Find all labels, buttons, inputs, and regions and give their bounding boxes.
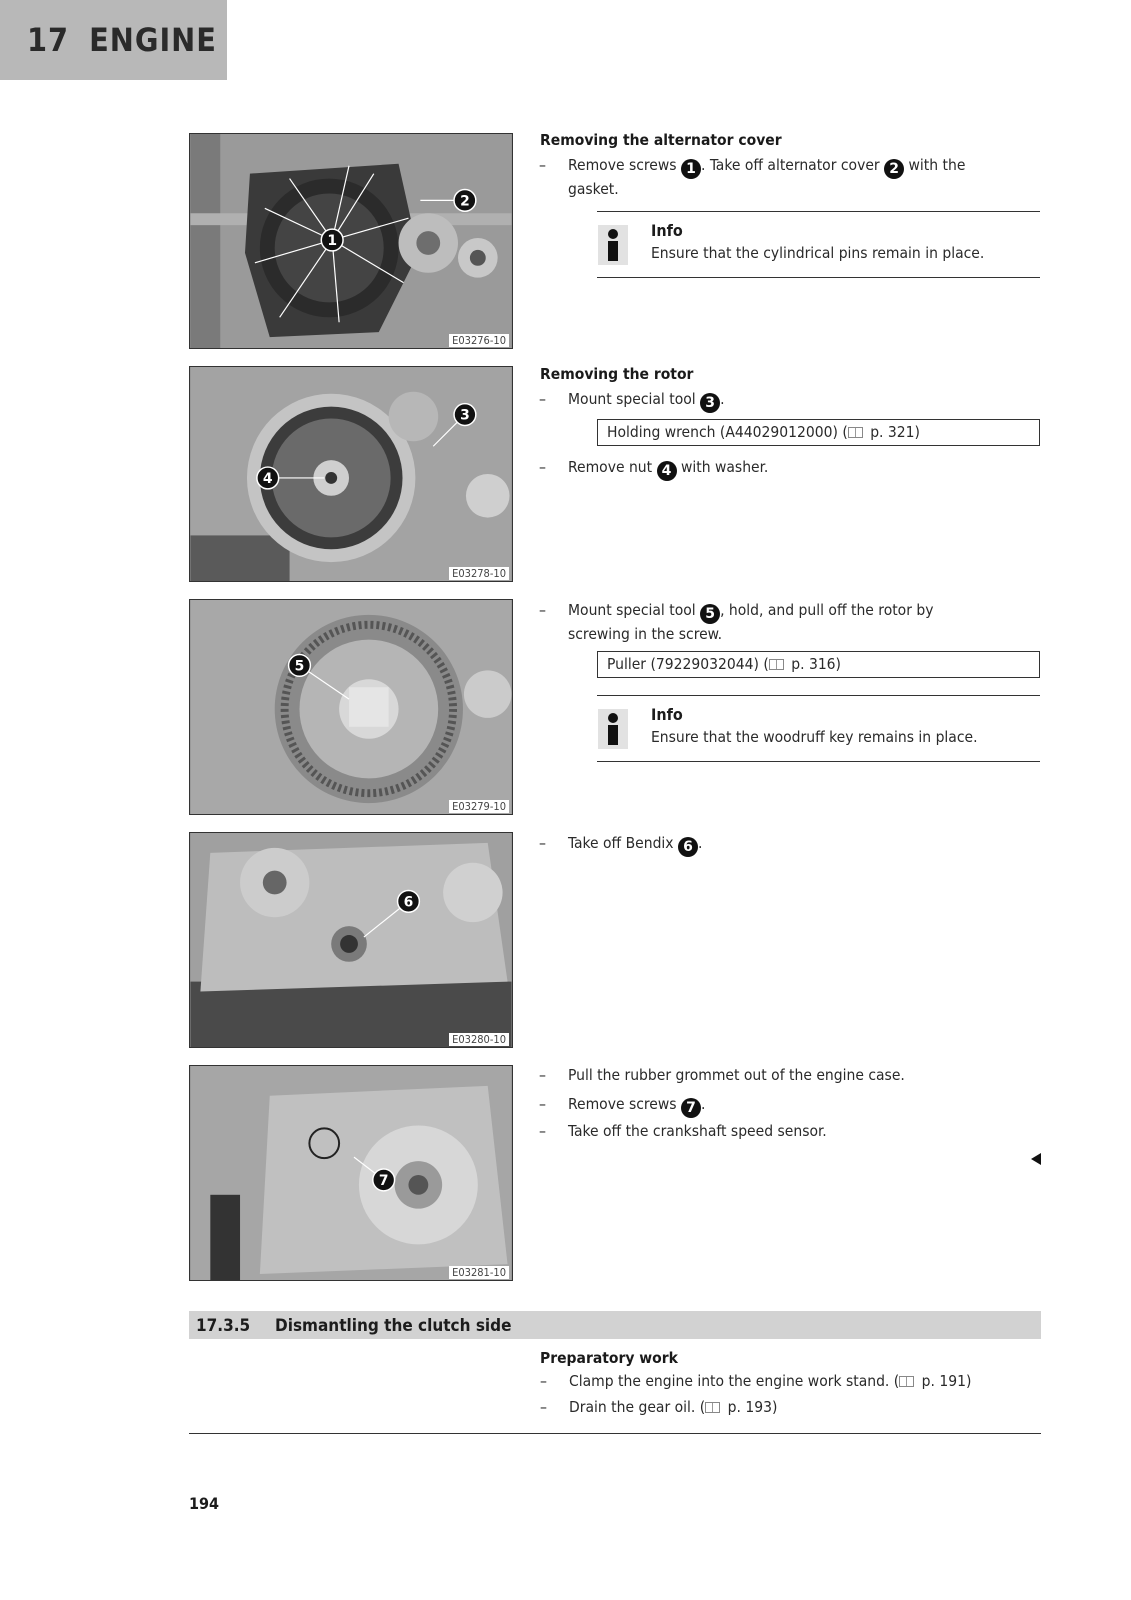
photo-speed-sensor-image [190, 1066, 512, 1280]
info-icon [598, 709, 628, 749]
photo-code: E03281-10 [449, 1266, 509, 1279]
bullet-dash: – [539, 601, 546, 619]
book-reference-icon [769, 659, 784, 670]
info-box-woodruff-key [597, 695, 1040, 762]
svg-text:1: 1 [327, 232, 338, 249]
section-header-bar [189, 1311, 1041, 1339]
info-text: Ensure that the woodruff key remains in place. [651, 728, 978, 746]
step-take-off-bendix: – Take off Bendix 6 . [539, 834, 703, 855]
bullet-dash: – [539, 458, 546, 476]
step-pull-grommet: – Pull the rubber grommet out of the engine case. [539, 1066, 905, 1084]
photo-code: E03280-10 [449, 1033, 509, 1046]
info-icon [598, 225, 628, 265]
page-reference-link[interactable]: p. 321) [870, 423, 920, 441]
photo-code: E03279-10 [449, 800, 509, 813]
book-reference-icon [899, 1376, 914, 1387]
callout-badge-1: 1 [681, 159, 701, 179]
bullet-dash: – [539, 1066, 546, 1084]
book-reference-icon [848, 427, 863, 438]
heading-alternator-cover: Removing the alternator cover [540, 131, 782, 149]
book-reference-icon [705, 1402, 720, 1413]
svg-text:4: 4 [262, 470, 273, 487]
bullet-dash: – [539, 156, 546, 174]
step-remove-screws-cover: – Remove screws 1 . Take off alternator cover 2 with the gasket. [539, 156, 966, 198]
step-remove-sensor-screws: – Remove screws 7 . [539, 1095, 706, 1116]
chapter-title: ENGINE [89, 21, 217, 59]
photo-code: E03278-10 [449, 567, 509, 580]
callout-badge-4: 4 [657, 461, 677, 481]
photo-rotor-puller-image [190, 600, 512, 814]
chapter-number: 17 [27, 21, 70, 59]
svg-text:7: 7 [378, 1172, 389, 1189]
bullet-dash: – [540, 1372, 547, 1390]
callout-badge-2: 2 [884, 159, 904, 179]
special-tool-holding-wrench: Holding wrench (A44029012000) ( p. 321) [597, 419, 1040, 446]
heading-rotor: Removing the rotor [540, 365, 694, 383]
photo-rotor-holding-wrench-image [190, 367, 512, 581]
info-title: Info [651, 221, 683, 240]
prep-step-clamp-engine: – Clamp the engine into the engine work stand. ( p. 191) [540, 1372, 972, 1390]
photo-code: E03276-10 [449, 334, 509, 347]
section-bottom-rule [189, 1433, 1041, 1434]
photo-speed-sensor [189, 1065, 513, 1281]
photo-bendix [189, 832, 513, 1048]
callout-badge-6: 6 [678, 837, 698, 857]
section-number: 17.3.5 [196, 1316, 251, 1336]
callout-badge-7: 7 [681, 1098, 701, 1118]
prep-step-drain-gear-oil: – Drain the gear oil. ( p. 193) [540, 1398, 778, 1416]
photo-bendix-image [190, 833, 512, 1047]
svg-text:5: 5 [294, 658, 305, 675]
section-title: Dismantling the clutch side [275, 1316, 512, 1336]
bullet-dash: – [539, 1122, 546, 1140]
photo-alternator-cover [189, 133, 513, 349]
callout-badge-3: 3 [700, 393, 720, 413]
svg-text:2: 2 [460, 193, 470, 210]
page-number: 194 [189, 1494, 220, 1513]
heading-preparatory-work: Preparatory work [540, 1349, 678, 1367]
bullet-dash: – [540, 1398, 547, 1416]
special-tool-puller: Puller (79229032044) ( p. 316) [597, 651, 1040, 678]
step-mount-holding-wrench: – Mount special tool 3 . [539, 390, 725, 411]
info-title: Info [651, 705, 683, 724]
page-reference-link[interactable]: p. 191) [921, 1372, 972, 1390]
info-box-cylindrical-pins [597, 211, 1040, 278]
step-mount-puller: – Mount special tool 5 , hold, and pull off the rotor by screwing in the screw. [539, 601, 934, 643]
bullet-dash: – [539, 1095, 546, 1113]
photo-rotor-holding-wrench [189, 366, 513, 582]
info-text: Ensure that the cylindrical pins remain in place. [651, 244, 985, 262]
photo-alternator-cover-image [190, 134, 512, 348]
bullet-dash: – [539, 390, 546, 408]
chapter-tab [0, 0, 227, 80]
page-reference-link[interactable]: p. 193) [727, 1398, 778, 1416]
photo-rotor-puller [189, 599, 513, 815]
end-of-procedure-marker [1031, 1153, 1041, 1165]
svg-text:6: 6 [403, 894, 414, 911]
bullet-dash: – [539, 834, 546, 852]
page-reference-link[interactable]: p. 316) [791, 655, 841, 673]
step-remove-nut: – Remove nut 4 with washer. [539, 458, 769, 479]
step-take-off-sensor: – Take off the crankshaft speed sensor. [539, 1122, 827, 1140]
svg-text:3: 3 [460, 407, 470, 424]
callout-badge-5: 5 [700, 604, 720, 624]
